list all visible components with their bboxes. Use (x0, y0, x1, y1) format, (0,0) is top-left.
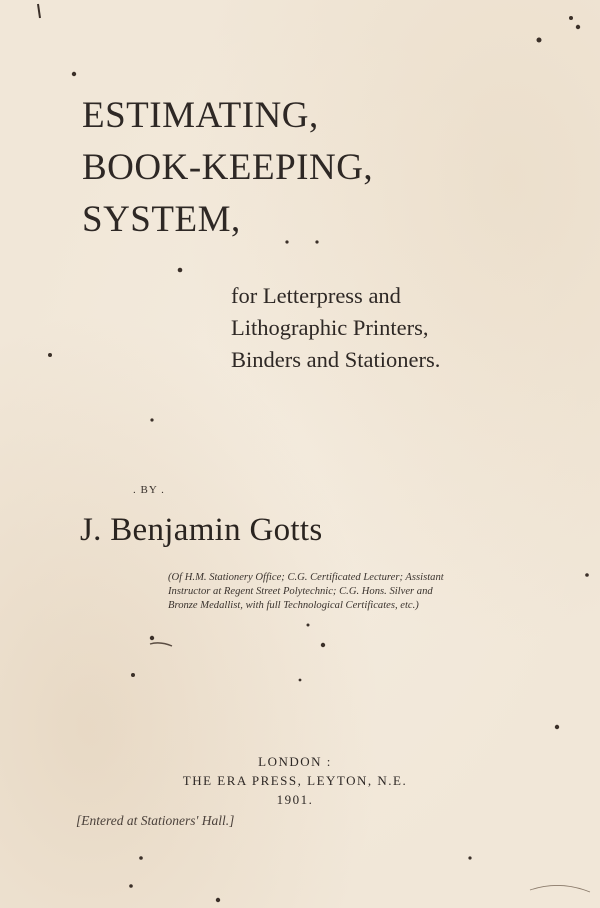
imprint-place: LONDON : (258, 754, 332, 769)
stationers-hall-note: [Entered at Stationers' Hall.] (76, 813, 235, 828)
imprint-year: 1901. (276, 792, 314, 807)
publisher-imprint (160, 752, 430, 809)
imprint-publisher: THE ERA PRESS, LEYTON, N.E. (182, 773, 408, 788)
book-title (82, 90, 373, 246)
subtitle-line: for Letterpress and (231, 283, 401, 308)
credentials-line: Bronze Medallist, with full Technological Certificates, etc.) (168, 600, 419, 611)
title-line: SYSTEM, (82, 199, 241, 240)
title-line: BOOK-KEEPING, (82, 147, 374, 188)
author-name: J. Benjamin Gotts (80, 512, 323, 548)
author-credentials (168, 571, 518, 613)
title-line: ESTIMATING, (82, 95, 319, 136)
subtitle-line: Binders and Stationers. (231, 347, 441, 372)
credentials-line: (Of H.M. Stationery Office; C.G. Certificated Lecturer; Assistant (168, 572, 444, 583)
credentials-line: Instructor at Regent Street Polytechnic; C.G. Hons. Silver and (168, 586, 433, 597)
by-line: . BY . (133, 484, 165, 496)
book-subtitle (231, 280, 440, 376)
subtitle-line: Lithographic Printers, (231, 315, 429, 340)
